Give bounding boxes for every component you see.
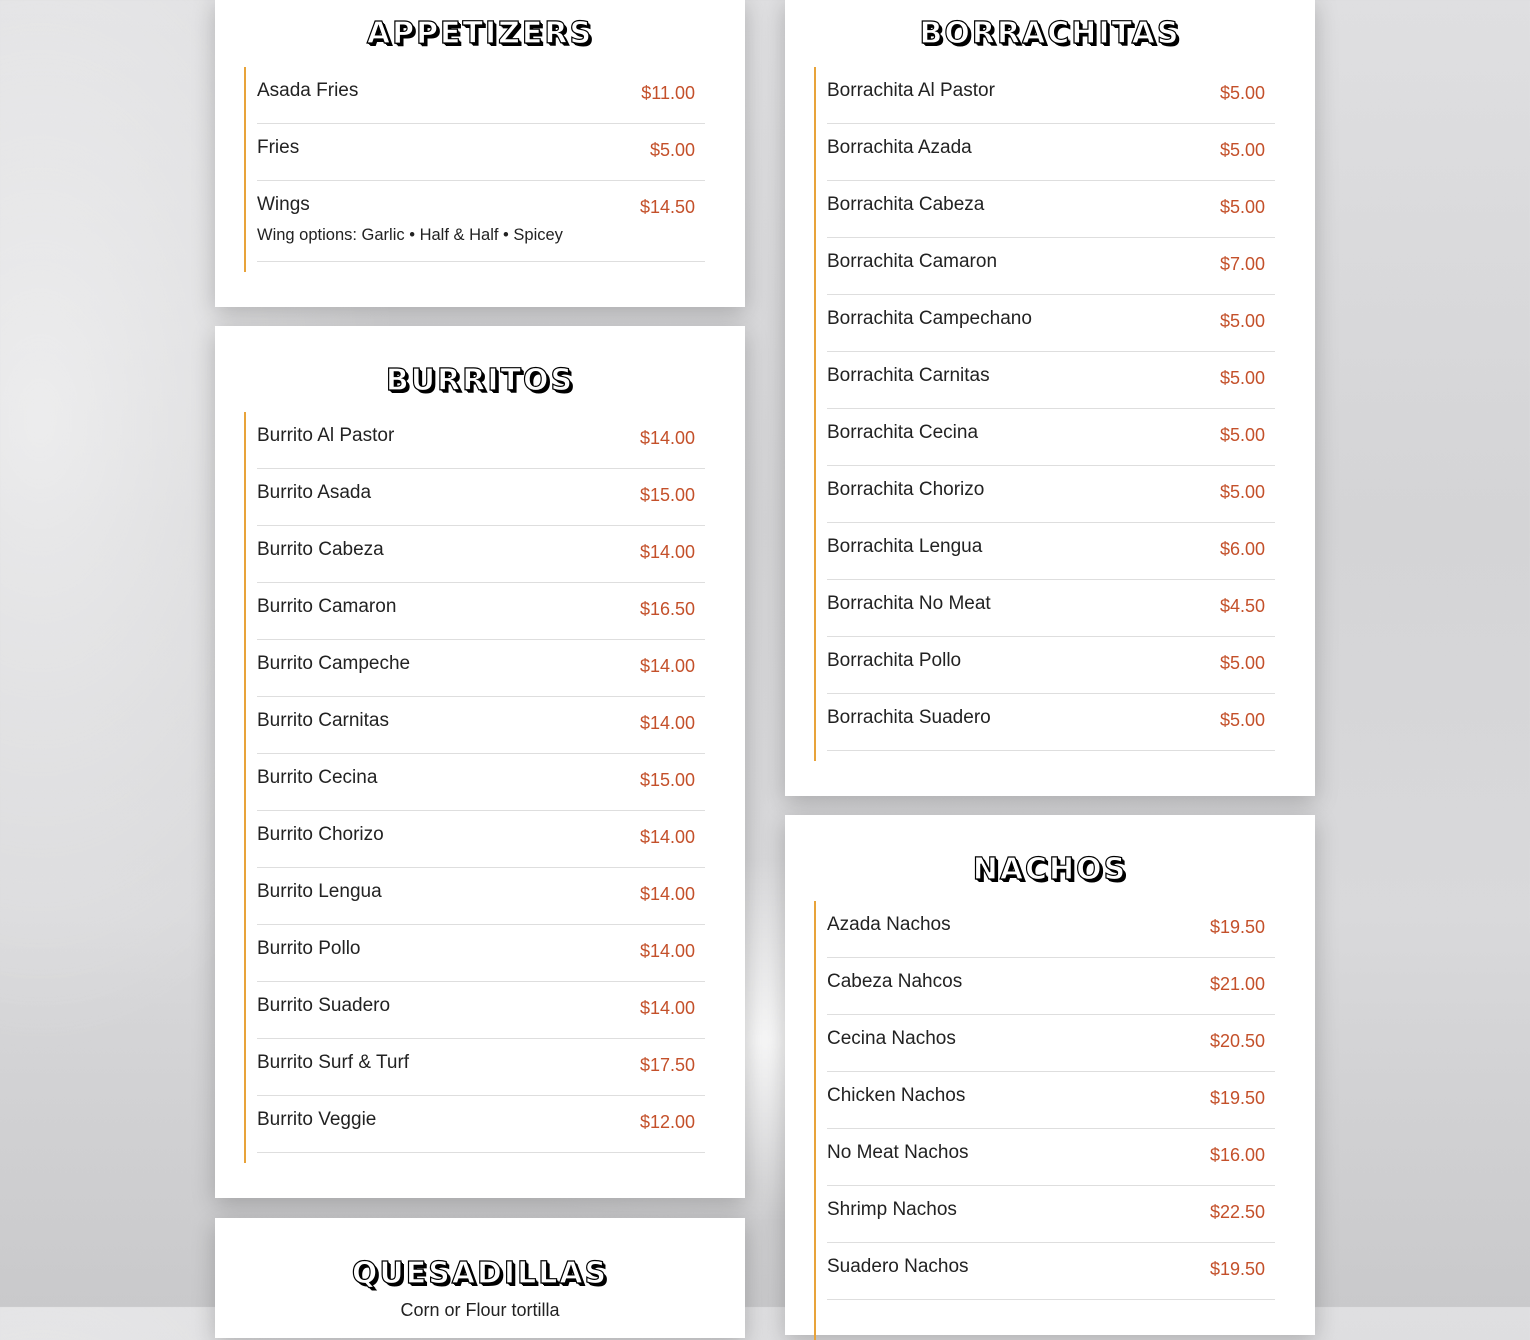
menu-item[interactable] <box>257 754 705 811</box>
menu-list <box>244 67 705 272</box>
menu-item[interactable] <box>827 694 1275 751</box>
item-name: Burrito Chorizo <box>257 824 384 845</box>
item-price: $5.00 <box>1219 710 1265 730</box>
menu-card-burritos <box>215 326 745 1198</box>
menu-item[interactable] <box>257 412 705 469</box>
item-name: Burrito Lengua <box>257 881 382 902</box>
item-price: $14.00 <box>639 941 695 961</box>
menu-item[interactable] <box>257 67 705 124</box>
item-name: Cecina Nachos <box>827 1028 956 1049</box>
item-name: Borrachita Pollo <box>827 650 962 671</box>
item-price: $5.00 <box>1219 482 1265 502</box>
item-price: $14.00 <box>639 656 695 676</box>
section-subtitle: Corn or Flour tortilla <box>400 1300 560 1320</box>
item-name: Cabeza Nahcos <box>827 971 963 992</box>
item-price: $11.00 <box>641 83 695 103</box>
menu-item[interactable] <box>827 124 1275 181</box>
item-name: Borrachita Suadero <box>827 707 991 728</box>
item-price: $20.50 <box>1209 1031 1265 1051</box>
item-price: $16.50 <box>639 599 695 619</box>
item-name: Burrito Cecina <box>257 767 378 788</box>
item-name: Borrachita Azada <box>827 137 972 158</box>
item-name: Borrachita Carnitas <box>827 365 990 386</box>
item-price: $6.00 <box>1219 539 1265 559</box>
item-price: $5.00 <box>1219 425 1265 445</box>
item-price: $5.00 <box>649 140 695 160</box>
menu-item[interactable] <box>827 1015 1275 1072</box>
item-price: $14.50 <box>639 197 695 217</box>
menu-item[interactable] <box>257 124 705 181</box>
menu-item[interactable] <box>257 925 705 982</box>
menu-item[interactable] <box>827 1186 1275 1243</box>
menu-list <box>814 67 1275 761</box>
item-name: Burrito Veggie <box>257 1109 377 1130</box>
menu-card-quesadillas <box>215 1218 745 1338</box>
item-price: $14.00 <box>639 827 695 847</box>
menu-item[interactable] <box>257 640 705 697</box>
menu-list <box>814 901 1275 1340</box>
item-name: Burrito Al Pastor <box>257 425 395 446</box>
item-price: $15.00 <box>639 770 695 790</box>
section-title: QUESADILLAS <box>351 1256 609 1291</box>
menu-item[interactable] <box>827 958 1275 1015</box>
item-name: Burrito Asada <box>257 482 372 503</box>
section-title: BORRACHITAS <box>919 16 1181 51</box>
item-name: Borrachita Camaron <box>827 251 998 272</box>
item-price: $5.00 <box>1219 368 1265 388</box>
item-price: $14.00 <box>639 428 695 448</box>
item-name: Borrachita Lengua <box>827 536 983 557</box>
item-name: Borrachita Cecina <box>827 422 979 443</box>
menu-item[interactable] <box>827 352 1275 409</box>
item-name: Azada Nachos <box>827 914 951 935</box>
item-name: Asada Fries <box>257 80 359 101</box>
item-price: $14.00 <box>639 542 695 562</box>
item-price: $19.50 <box>1209 1259 1265 1279</box>
item-price: $17.50 <box>639 1055 695 1075</box>
menu-card-borrachitas <box>785 0 1315 796</box>
section-title: NACHOS <box>972 852 1128 887</box>
menu-item[interactable] <box>257 526 705 583</box>
item-price: $19.50 <box>1209 1088 1265 1108</box>
item-name: Burrito Camaron <box>257 596 397 617</box>
item-name: Borrachita Chorizo <box>827 479 985 500</box>
menu-item[interactable] <box>257 181 705 262</box>
item-price: $5.00 <box>1219 140 1265 160</box>
item-name: No Meat Nachos <box>827 1142 969 1163</box>
menu-item[interactable] <box>827 1129 1275 1186</box>
menu-item[interactable] <box>827 181 1275 238</box>
menu-item[interactable] <box>257 868 705 925</box>
menu-item[interactable] <box>827 637 1275 694</box>
item-name: Burrito Pollo <box>257 938 361 959</box>
menu-item[interactable] <box>257 583 705 640</box>
item-name: Borrachita Campechano <box>827 308 1032 329</box>
item-name: Borrachita Cabeza <box>827 194 985 215</box>
menu-item[interactable] <box>827 67 1275 124</box>
item-price: $14.00 <box>639 713 695 733</box>
item-name: Suadero Nachos <box>827 1256 969 1277</box>
menu-item[interactable] <box>827 1072 1275 1129</box>
item-name: Shrimp Nachos <box>827 1199 957 1220</box>
section-title: APPETIZERS <box>366 16 594 51</box>
menu-item[interactable] <box>827 580 1275 637</box>
menu-item[interactable] <box>827 901 1275 958</box>
menu-item[interactable] <box>257 982 705 1039</box>
item-name: Wings <box>257 194 310 215</box>
menu-item[interactable] <box>827 466 1275 523</box>
item-name: Burrito Surf & Turf <box>257 1052 410 1073</box>
item-name: Burrito Campeche <box>257 653 411 674</box>
menu-item[interactable] <box>257 469 705 526</box>
item-price: $15.00 <box>639 485 695 505</box>
item-price: $12.00 <box>639 1112 695 1132</box>
menu-card-nachos <box>785 815 1315 1335</box>
menu-card-appetizers <box>215 0 745 307</box>
item-name: Chicken Nachos <box>827 1085 966 1106</box>
menu-item[interactable] <box>257 811 705 868</box>
section-title: BURRITOS <box>385 363 575 398</box>
item-price: $5.00 <box>1219 653 1265 673</box>
item-price: $16.00 <box>1209 1145 1265 1165</box>
item-price: $14.00 <box>639 884 695 904</box>
menu-item[interactable] <box>257 697 705 754</box>
item-name: Borrachita No Meat <box>827 593 991 614</box>
item-name: Fries <box>257 137 300 158</box>
item-name: Borrachita Al Pastor <box>827 80 995 101</box>
item-price: $5.00 <box>1219 311 1265 331</box>
menu-item[interactable] <box>827 295 1275 352</box>
item-price: $7.00 <box>1219 254 1265 274</box>
item-description: Wing options: Garlic • Half & Half • Spicey <box>257 226 563 244</box>
item-price: $5.00 <box>1219 197 1265 217</box>
item-price: $5.00 <box>1219 83 1265 103</box>
item-name: Burrito Cabeza <box>257 539 384 560</box>
item-price: $22.50 <box>1209 1202 1265 1222</box>
item-name: Burrito Suadero <box>257 995 391 1016</box>
item-price: $21.00 <box>1209 974 1265 994</box>
menu-item[interactable] <box>827 523 1275 580</box>
menu-item[interactable] <box>827 238 1275 295</box>
item-price: $14.00 <box>639 998 695 1018</box>
menu-item[interactable] <box>257 1096 705 1153</box>
menu-item[interactable] <box>827 1243 1275 1300</box>
menu-item[interactable] <box>827 409 1275 466</box>
item-price: $19.50 <box>1209 917 1265 937</box>
menu-list <box>244 412 705 1163</box>
menu-item[interactable] <box>257 1039 705 1096</box>
item-price: $4.50 <box>1219 596 1265 616</box>
item-name: Burrito Carnitas <box>257 710 389 731</box>
